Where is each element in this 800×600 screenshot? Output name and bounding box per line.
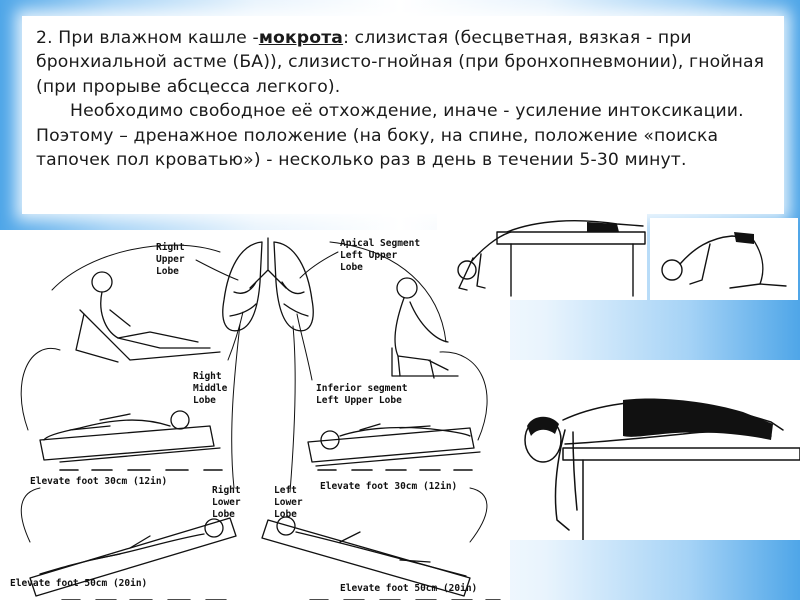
paragraph-sputum-prefix: 2. При влажном кашле - (36, 28, 259, 48)
label-elevate-30-right: Elevate foot 30cm (12in) (320, 481, 458, 492)
label-right-middle-2: Middle (193, 383, 228, 394)
label-elevate-50-left: Elevate foot 50cm (20in) (10, 578, 148, 589)
figure-prone-hanging (503, 360, 800, 540)
label-elevate-50-right: Elevate foot 50cm (20in) (340, 583, 478, 594)
label-left-lower-1: Left (274, 485, 297, 496)
position-right-upper-lobe (76, 272, 220, 362)
figure-kneeling (650, 218, 798, 300)
position-right-middle-lobe (40, 411, 220, 462)
label-elevate-30-left: Elevate foot 30cm (12in) (30, 476, 168, 487)
slide-text (36, 26, 776, 172)
label-apical-1: Apical Segment (340, 238, 421, 249)
label-right-upper-2: Upper (156, 254, 185, 265)
label-right-upper-1: Right (156, 242, 185, 253)
label-apical-3: Lobe (340, 262, 363, 273)
label-right-middle-1: Right (193, 371, 222, 382)
label-left-lower-2: Lower (274, 497, 303, 508)
postural-drainage-diagram (0, 230, 510, 600)
label-inferior-1: Inferior segment (316, 383, 408, 394)
label-left-lower-3: Lobe (274, 509, 297, 520)
label-inferior-2: Left Upper Lobe (316, 395, 402, 406)
label-right-lower-3: Lobe (212, 509, 235, 520)
position-inferior-segment (308, 424, 480, 466)
label-right-lower-2: Lower (212, 497, 241, 508)
paragraph-sputum-rest: : слизистая (бесцветная, вязкая - при бронхиальной астме (БА)), слизисто-гнойная (при бронхопневмонии), гнойная (при прорыве абсцесса легкого). (36, 28, 765, 97)
paragraph-drainage: Необходимо свободное её отхождение, иначе - усиление интоксикации. Поэтому – дренажное положение (на боку, на спине, положение «поиска тапочек пол кроватью») - несколько раз в день в течении 5-30 минут. (36, 101, 744, 171)
label-apical-2: Left Upper (340, 250, 398, 261)
label-right-middle-3: Lobe (193, 395, 216, 406)
keyword-sputum: мокрота (258, 28, 344, 48)
figure-table-leaning (437, 210, 647, 300)
paragraph-sputum (36, 26, 776, 99)
label-right-upper-3: Lobe (156, 266, 179, 277)
lungs-illustration (223, 238, 313, 331)
label-right-lower-1: Right (212, 485, 241, 496)
